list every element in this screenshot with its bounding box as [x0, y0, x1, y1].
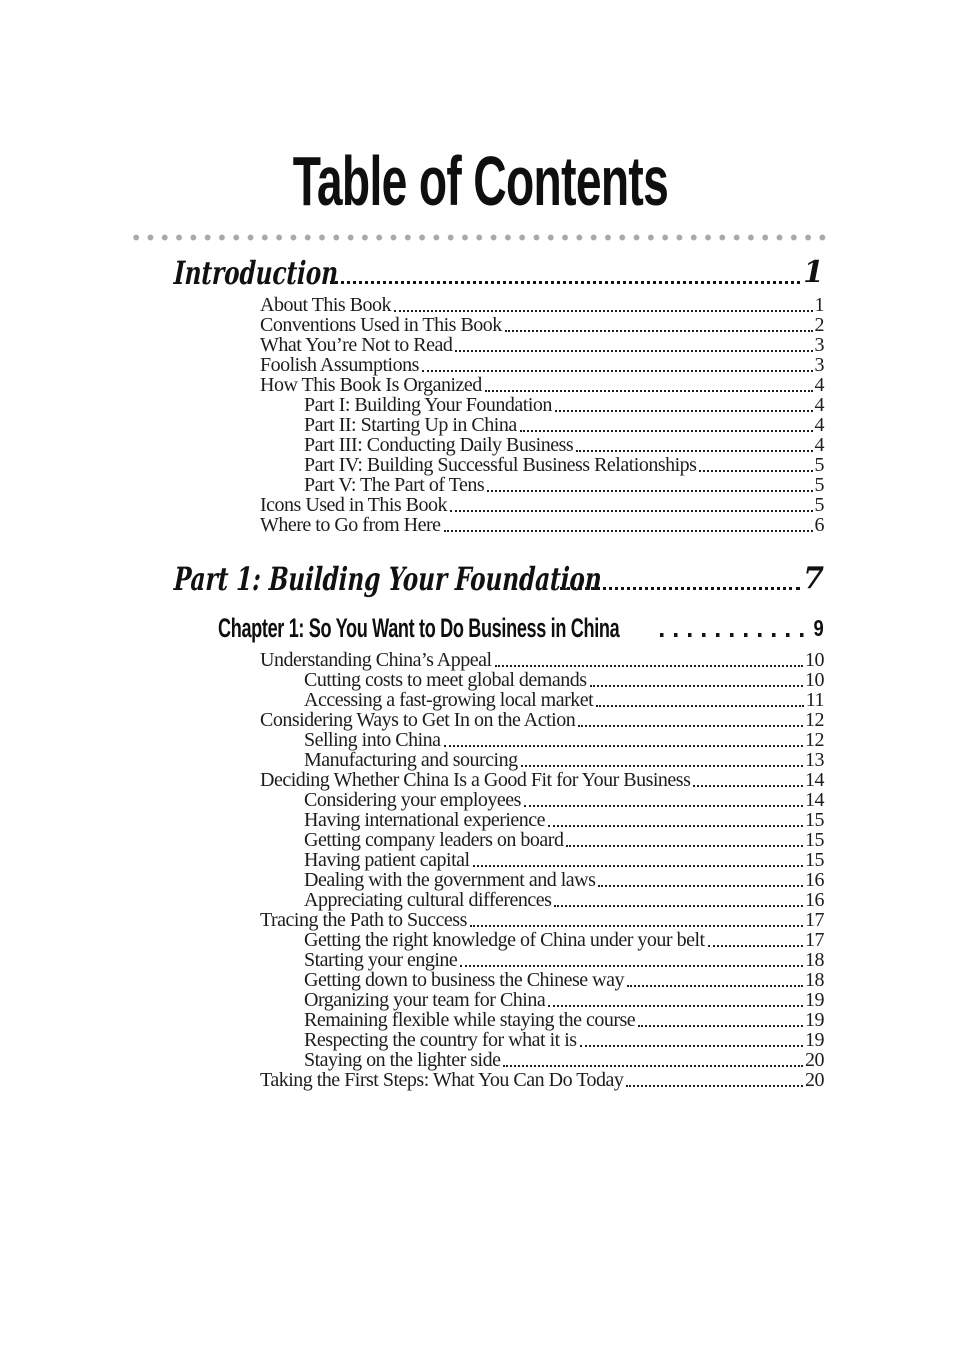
toc-entry-label: Part I: Building Your Foundation — [304, 394, 552, 416]
toc-entry[interactable] — [0, 950, 960, 970]
toc-entry[interactable] — [0, 850, 960, 870]
toc-entry-label: Organizing your team for China — [304, 989, 546, 1011]
toc-entry[interactable] — [0, 1010, 960, 1030]
toc-entry-page: 10 — [805, 669, 824, 691]
toc-entry-page: 4 — [814, 414, 824, 436]
toc-entry-page: 19 — [805, 989, 824, 1011]
toc-entry-page: 5 — [814, 494, 824, 516]
heading-label: Introduction — [173, 254, 340, 292]
toc-entry-page: 4 — [814, 374, 824, 396]
dot-leader — [520, 430, 813, 432]
dot-leader — [505, 330, 813, 332]
toc-entry[interactable] — [0, 770, 960, 790]
toc-entry-page: 16 — [805, 869, 824, 891]
toc-entry[interactable] — [0, 1070, 960, 1090]
toc-entry[interactable] — [0, 870, 960, 890]
dot-leader — [580, 1045, 803, 1047]
dot-leader — [626, 1085, 803, 1087]
dot-leader — [554, 905, 803, 907]
toc-entry-page: 15 — [805, 829, 824, 851]
dot-leader — [638, 1025, 803, 1027]
toc-entry-page: 20 — [805, 1069, 824, 1091]
dot-leader — [444, 745, 803, 747]
toc-entry[interactable] — [0, 415, 960, 435]
toc-entry-label: Understanding China’s Appeal — [260, 649, 492, 671]
toc-body — [0, 253, 960, 1090]
toc-entry-label: Getting down to business the Chinese way — [304, 969, 624, 991]
toc-entry-label: Appreciating cultural differences — [304, 889, 552, 911]
dotted-separator — [129, 234, 831, 241]
toc-entry[interactable] — [0, 515, 960, 535]
toc-entry[interactable] — [0, 710, 960, 730]
heading-label: Chapter 1: So You Want to Do Business in China — [218, 613, 620, 643]
toc-entry-page: 15 — [805, 809, 824, 831]
toc-entry[interactable] — [0, 335, 960, 355]
dot-leader — [394, 310, 812, 312]
dot-leader — [548, 825, 803, 827]
dot-leader — [596, 705, 804, 707]
dot-leader — [590, 685, 803, 687]
toc-entry[interactable] — [0, 930, 960, 950]
toc-entry-label: Dealing with the government and laws — [304, 869, 596, 891]
dot-leader — [422, 370, 813, 372]
dot-leader — [627, 985, 803, 987]
toc-entry[interactable] — [0, 1050, 960, 1070]
toc-entry-label: Cutting costs to meet global demands — [304, 669, 587, 691]
toc-entry[interactable] — [0, 810, 960, 830]
toc-entry-label: Getting the right knowledge of China under your belt — [304, 929, 705, 951]
toc-entry-page: 1 — [814, 294, 824, 316]
toc-page — [0, 142, 960, 1349]
toc-entry[interactable] — [0, 495, 960, 515]
dot-leader — [578, 725, 803, 727]
dot-leader — [470, 925, 803, 927]
toc-entry-page: 17 — [805, 909, 824, 931]
toc-entry-label: Accessing a fast-growing local market — [304, 689, 594, 711]
chapter-1-entry-list — [0, 650, 960, 1090]
toc-entry[interactable] — [0, 435, 960, 455]
toc-entry-label: Part V: The Part of Tens — [304, 474, 485, 496]
toc-entry-label: Considering Ways to Get In on the Action — [260, 709, 576, 731]
toc-entry-page: 3 — [814, 354, 824, 376]
toc-entry[interactable] — [0, 890, 960, 910]
dot-leader — [455, 350, 812, 352]
toc-entry[interactable] — [0, 990, 960, 1010]
dot-leader — [708, 945, 803, 947]
toc-heading-chapter-1[interactable] — [0, 613, 960, 643]
toc-entry-label: Staying on the lighter side — [304, 1049, 501, 1071]
toc-entry-page: 13 — [805, 749, 824, 771]
dot-leader — [576, 450, 812, 452]
toc-entry[interactable] — [0, 455, 960, 475]
heading-label: Part 1: Building Your Foundation — [173, 560, 603, 598]
page-title-text: Table of Contents — [292, 142, 668, 220]
page-title — [0, 142, 960, 220]
toc-entry-label: Icons Used in This Book — [260, 494, 448, 516]
toc-heading-introduction[interactable] — [0, 253, 960, 293]
toc-entry-label: Remaining flexible while staying the course — [304, 1009, 636, 1031]
heading-label-wrap — [218, 613, 650, 643]
toc-entry-label: Part II: Starting Up in China — [304, 414, 517, 436]
dot-leader — [598, 885, 803, 887]
toc-entry-page: 2 — [814, 314, 824, 336]
section-introduction — [0, 253, 960, 535]
toc-entry-page: 5 — [814, 474, 824, 496]
dot-leader — [524, 805, 803, 807]
dot-leader — [330, 281, 800, 284]
toc-entry[interactable] — [0, 970, 960, 990]
toc-entry-label: Getting company leaders on board — [304, 829, 564, 851]
dot-leader — [444, 530, 813, 532]
dot-leader — [555, 410, 813, 412]
heading-page-number: 9 — [813, 615, 824, 641]
dot-leader — [521, 765, 803, 767]
toc-entry[interactable] — [0, 355, 960, 375]
toc-entry[interactable] — [0, 670, 960, 690]
toc-entry-label: Conventions Used in This Book — [260, 314, 502, 336]
toc-entry-label: Respecting the country for what it is — [304, 1029, 577, 1051]
toc-entry[interactable] — [0, 475, 960, 495]
toc-entry[interactable] — [0, 830, 960, 850]
toc-entry[interactable] — [0, 730, 960, 750]
section-part-1 — [0, 559, 960, 1090]
toc-entry-label: Foolish Assumptions — [260, 354, 419, 376]
toc-entry-label: What You’re Not to Read — [260, 334, 453, 356]
toc-entry-page: 20 — [805, 1049, 824, 1071]
toc-entry[interactable] — [0, 375, 960, 395]
toc-entry[interactable] — [0, 690, 960, 710]
toc-entry[interactable] — [0, 650, 960, 670]
toc-entry-label: About This Book — [260, 294, 392, 316]
toc-entry-page: 17 — [805, 929, 824, 951]
toc-entry-page: 18 — [805, 969, 824, 991]
toc-entry-label: Where to Go from Here — [260, 514, 441, 536]
dot-leader — [487, 490, 812, 492]
introduction-entry-list — [0, 295, 960, 535]
dot-leader — [693, 785, 803, 787]
toc-entry-label: Manufacturing and sourcing — [304, 749, 518, 771]
dot-leader — [460, 965, 803, 967]
dot-leader — [548, 1005, 803, 1007]
toc-entry-label: Taking the First Steps: What You Can Do Today — [260, 1069, 624, 1091]
toc-entry-page: 14 — [805, 769, 824, 791]
toc-entry-label: Considering your employees — [304, 789, 521, 811]
toc-entry-label: Having patient capital — [304, 849, 470, 871]
toc-entry-label: Part IV: Building Successful Business Relationships — [304, 454, 697, 476]
dot-leader — [566, 845, 803, 847]
toc-entry-page: 5 — [814, 454, 824, 476]
toc-entry-page: 6 — [814, 514, 824, 536]
toc-entry-page: 11 — [805, 689, 824, 711]
heading-label-wrap — [173, 253, 340, 293]
toc-entry-page: 15 — [805, 849, 824, 871]
dot-leader — [660, 633, 810, 637]
toc-entry-page: 4 — [814, 394, 824, 416]
toc-entry-page: 19 — [805, 1029, 824, 1051]
heading-page-number: 7 — [803, 561, 824, 596]
toc-entry[interactable] — [0, 750, 960, 770]
toc-entry[interactable] — [0, 315, 960, 335]
toc-entry-page: 16 — [805, 889, 824, 911]
toc-entry-page: 19 — [805, 1009, 824, 1031]
dot-leader — [473, 865, 803, 867]
toc-entry-label: Part III: Conducting Daily Business — [304, 434, 574, 456]
dot-leader — [450, 510, 812, 512]
toc-entry-page: 18 — [805, 949, 824, 971]
toc-entry-label: Having international experience — [304, 809, 546, 831]
toc-entry-page: 10 — [805, 649, 824, 671]
toc-entry-page: 12 — [805, 729, 824, 751]
toc-entry-label: How This Book Is Organized — [260, 374, 482, 396]
heading-page-number: 1 — [803, 255, 824, 290]
toc-entry-label: Selling into China — [304, 729, 441, 751]
toc-entry[interactable] — [0, 395, 960, 415]
toc-entry-page: 12 — [805, 709, 824, 731]
toc-entry[interactable] — [0, 790, 960, 810]
toc-entry-page: 14 — [805, 789, 824, 811]
toc-entry[interactable] — [0, 1030, 960, 1050]
toc-entry[interactable] — [0, 910, 960, 930]
toc-entry-label: Deciding Whether China Is a Good Fit for Your Business — [260, 769, 691, 791]
toc-entry-label: Starting your engine — [304, 949, 458, 971]
toc-entry-label: Tracing the Path to Success — [260, 909, 467, 931]
heading-label-wrap — [173, 559, 603, 599]
dot-leader — [485, 390, 813, 392]
toc-entry[interactable] — [0, 295, 960, 315]
toc-heading-part-1[interactable] — [0, 559, 960, 599]
toc-entry-page: 4 — [814, 434, 824, 456]
dot-leader — [699, 470, 812, 472]
dot-leader — [503, 1065, 803, 1067]
dot-leader — [495, 665, 803, 667]
toc-entry-page: 3 — [814, 334, 824, 356]
